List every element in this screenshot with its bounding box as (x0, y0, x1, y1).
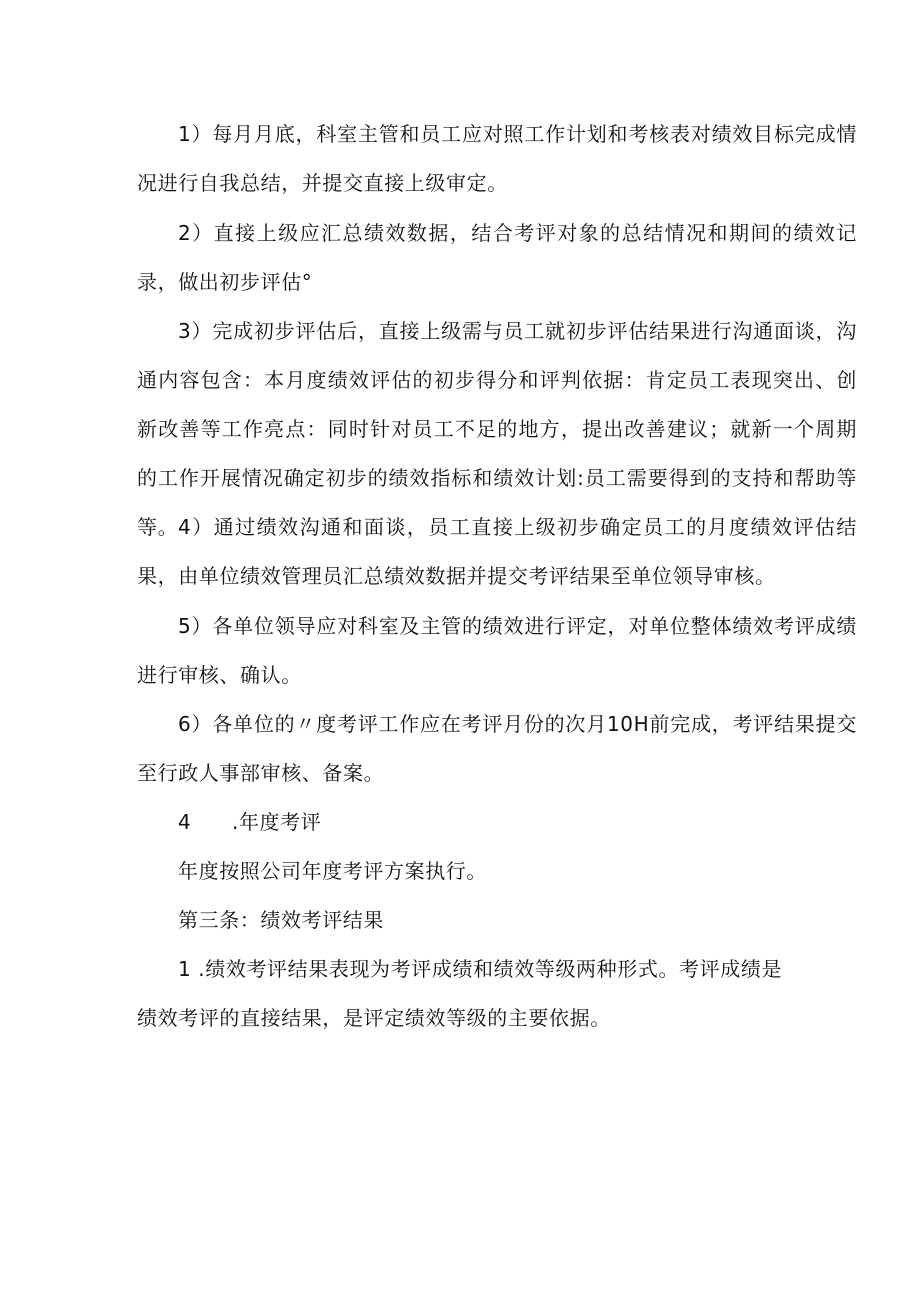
item-number: 5） (178, 614, 213, 638)
item-number: 6） (178, 712, 213, 736)
item-text: 各单位的〃度考评工作应在考评月份的次月10H前完成，考评结果提交至行政人事部审核、备案。 (137, 712, 857, 785)
result-line-1: 1 .绩效考评结果表现为考评成绩和绩效等级两种形式。考评成绩是 (178, 957, 783, 981)
item-text: 通过绩效沟通和面谈，员工直接上级初步确定员工的月度绩效评估结果，由单位绩效管理员汇总绩效数据并提交考评结果至单位领导审核。 (137, 515, 857, 588)
list-item-1 (137, 110, 857, 208)
list-item-2 (137, 209, 857, 307)
section-title: .年度考评 (232, 810, 322, 834)
item-number: 3） (178, 319, 213, 343)
section-number: 4 (178, 810, 191, 834)
item-number: 2） (178, 221, 214, 245)
item-text: 完成初步评估后，直接上级需与员工就初步评估结果进行沟通面谈，沟通内容包含：本月度绩效评估的初步得分和评判依据：肯定员工表现突出、创新改善等工作亮点：同时针对员工不足的地方，提出改善建议；就新一个周期的工作开展情况确定初步的绩效指标和绩效计划:员工需要得到的支持和帮助等等。 (137, 319, 857, 539)
item-number: 4） (178, 515, 214, 539)
result-line-2: 绩效考评的直接结果，是评定绩效等级的主要依据。 (137, 1006, 611, 1030)
list-item-4 (137, 503, 857, 601)
item-number: 1） (178, 122, 213, 146)
article-title: 第三条：绩效考评结果 (178, 908, 384, 932)
item-text: 每月月底，科室主管和员工应对照工作计划和考核表对绩效目标完成情况进行自我总结，并提交直接上级审定。 (137, 122, 857, 195)
list-item-5 (137, 602, 857, 700)
list-item-6 (137, 700, 857, 798)
item-text: 各单位领导应对科室及主管的绩效进行评定，对单位整体绩效考评成绩进行审核、确认。 (137, 614, 857, 687)
item-text: 直接上级应汇总绩效数据，结合考评对象的总结情况和期间的绩效记录，做出初步评估° (137, 221, 857, 294)
annual-text: 年度按照公司年度考评方案执行。 (178, 859, 487, 883)
